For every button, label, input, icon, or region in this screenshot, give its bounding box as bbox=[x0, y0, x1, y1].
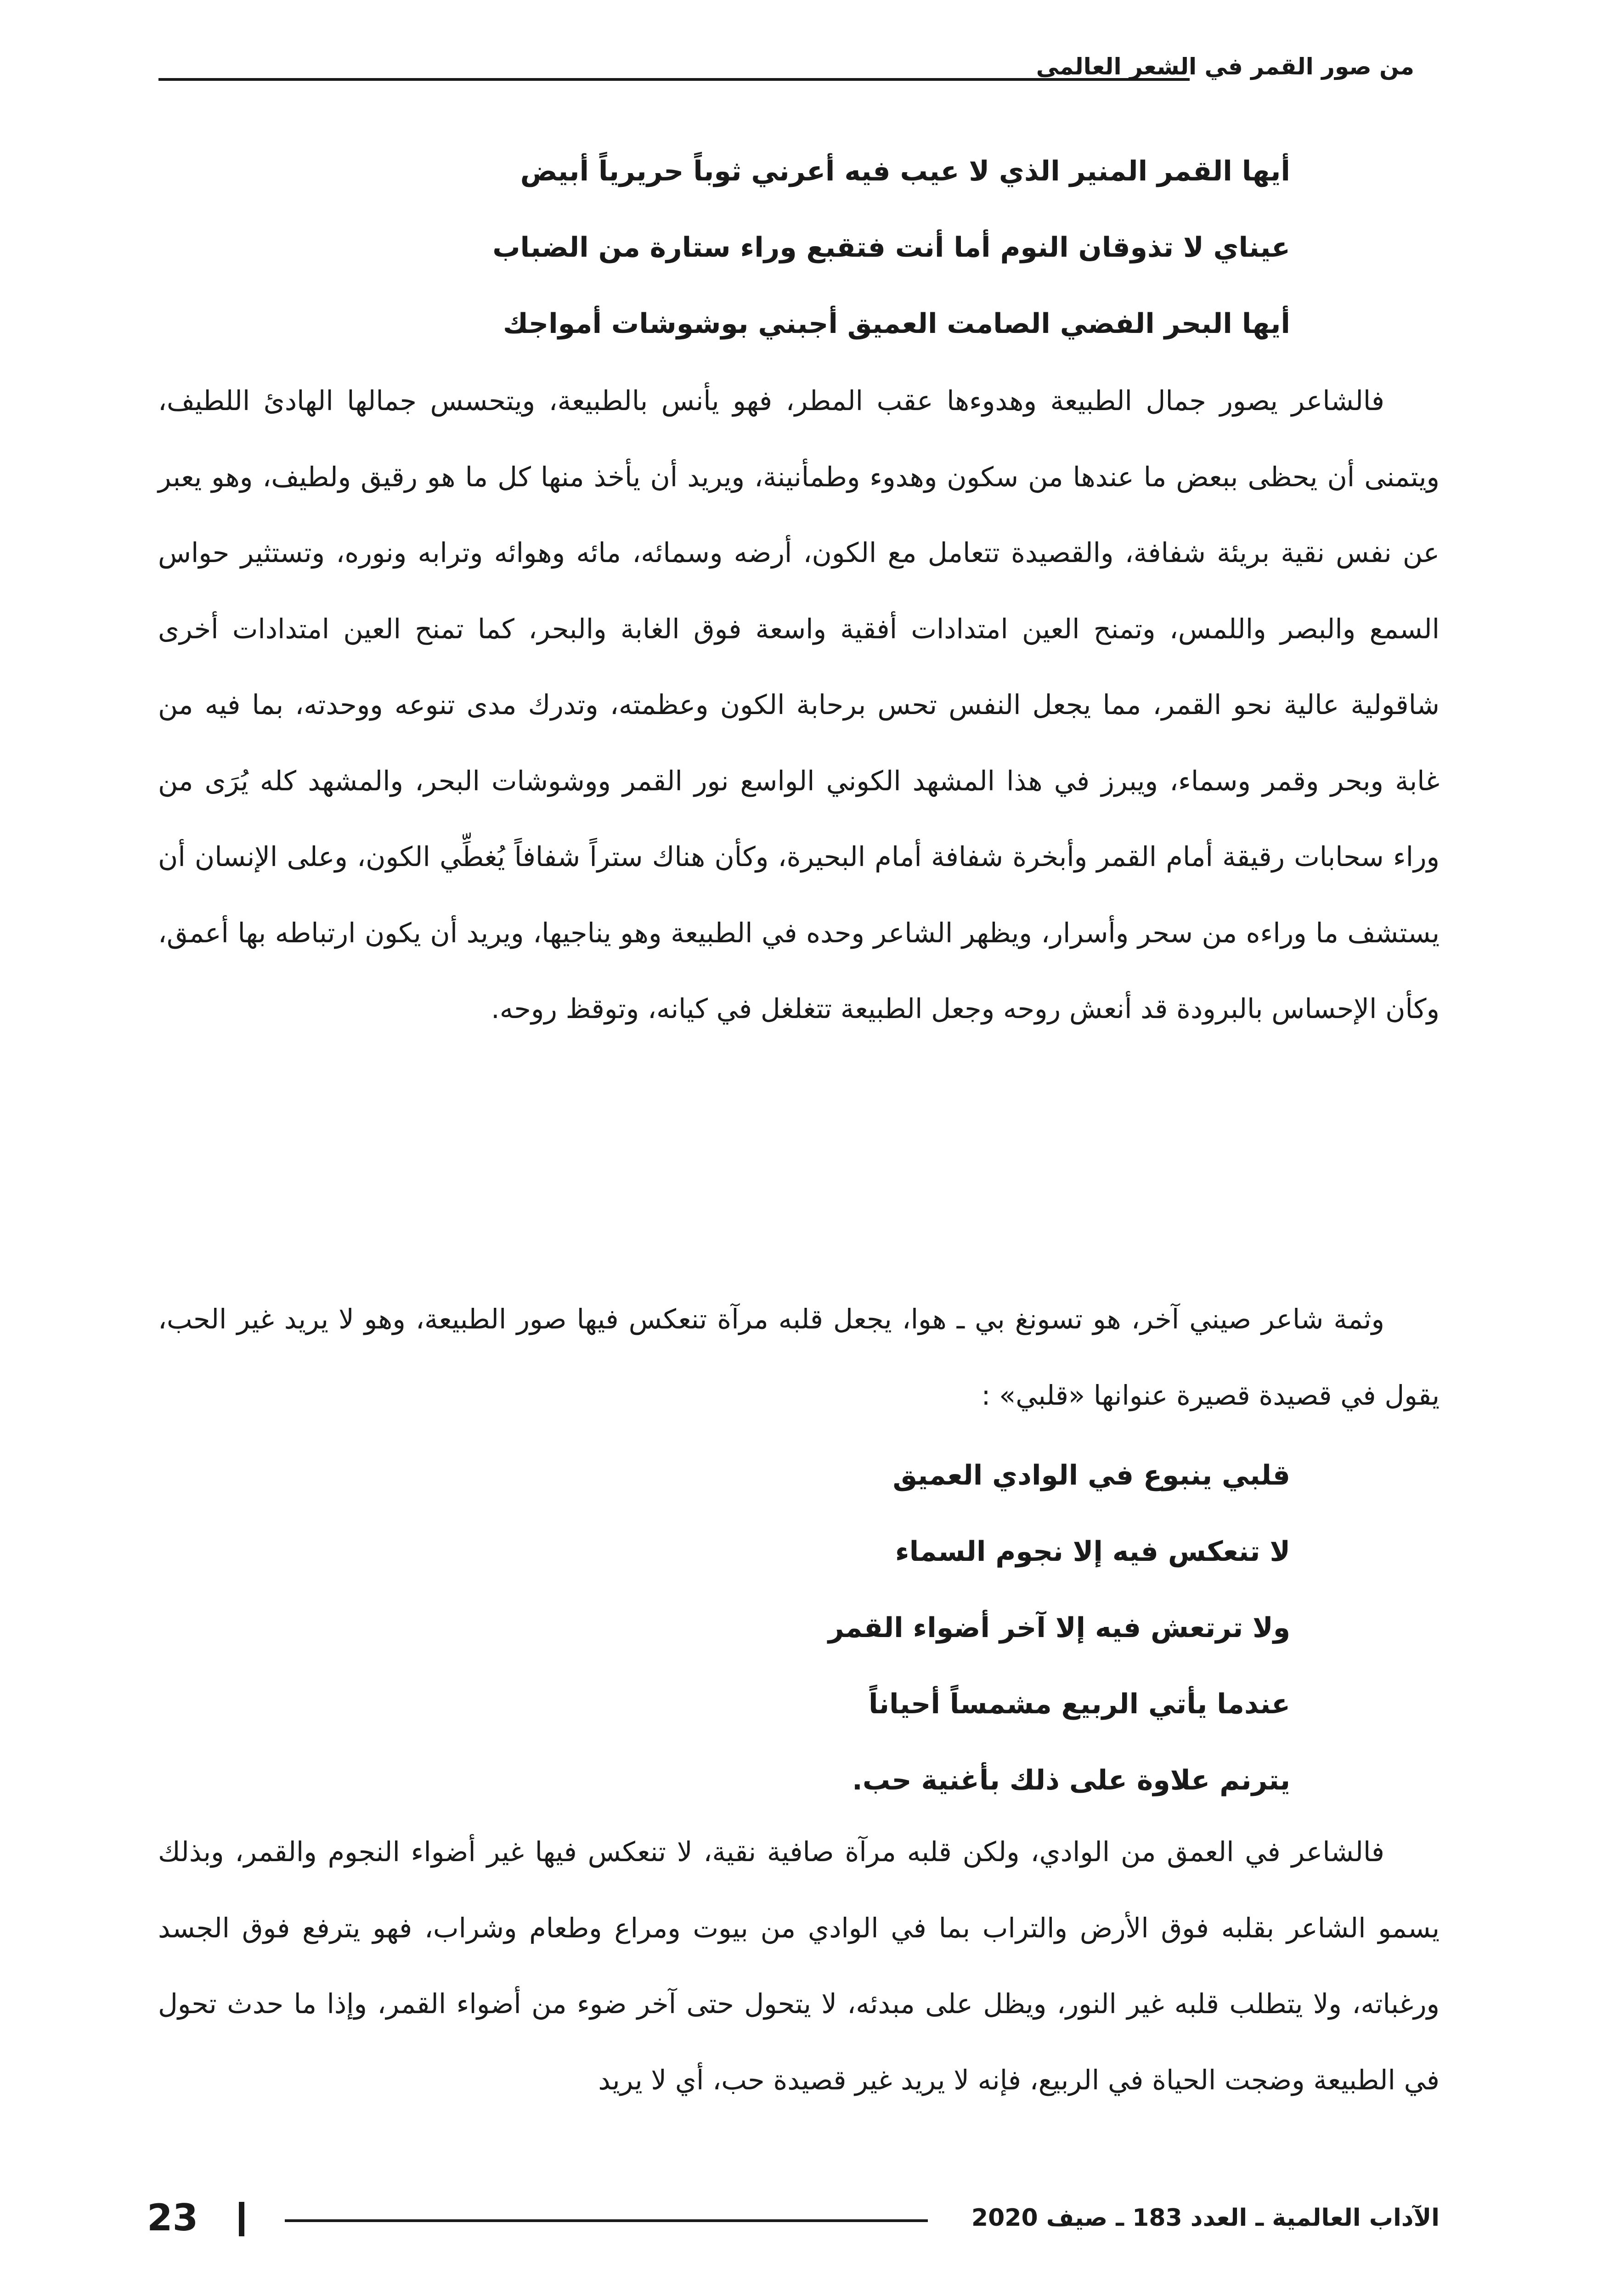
running-header-title: من صور القمر في الشعر العالمي bbox=[1036, 53, 1414, 80]
body-paragraph: وثمة شاعر صيني آخر، هو تسونغ بي ـ هوا، يجعل قلبه مرآة تنعكس فيها صور الطبيعة، وهو لا يريد غير الحب، يقول في قصيدة قصيرة عنوانها «قلبي» : bbox=[158, 1303, 1440, 1411]
verse-line: عيناي لا تذوقان النوم أما أنت فتقبع وراء ستارة من الضباب bbox=[492, 231, 1290, 264]
page-number: 23 bbox=[147, 2196, 198, 2239]
footer-journal-issue: الآداب العالمية ـ العدد 183 ـ صيف 2020 bbox=[971, 2204, 1440, 2232]
verse-block-poem bbox=[280, 1437, 1290, 1818]
verse-block-top bbox=[280, 133, 1290, 362]
verse-line: قلبي ينبوع في الوادي العميق bbox=[892, 1459, 1290, 1491]
verse-line: ولا ترتعش فيه إلا آخر أضواء القمر bbox=[828, 1612, 1290, 1644]
verse-line: عندما يأتي الربيع مشمساً أحياناً bbox=[869, 1688, 1290, 1720]
body-paragraph: فالشاعر في العمق من الوادي، ولكن قلبه مرآة صافية نقية، لا تنعكس فيها غير أضواء النجوم والقمر، وبذلك يسمو الشاعر بقلبه فوق الأرض والتراب بما في الوادي من بيوت ومراع وطعام وشراب، فهو يترفع فوق الجسد ورغباته، ولا يتطلب قلبه غير النور، ويظل على مبدئه، لا يتحول حتى آخر ضوء من أضواء القمر، وإذا ما حدث تحول في الطبيعة وضجت الحياة في الربيع، فإنه لا يريد غير قصيدة حب، أي لا يريد bbox=[158, 1836, 1440, 2096]
footer-rule bbox=[285, 2219, 928, 2222]
verse-line: لا تنعكس فيه إلا نجوم السماء bbox=[895, 1536, 1290, 1568]
verse-line: يترنم علاوة على ذلك بأغنية حب. bbox=[852, 1764, 1290, 1796]
verse-line: أيها البحر الفضي الصامت العميق أجبني بوشوشات أمواجك bbox=[503, 308, 1290, 340]
body-paragraph: فالشاعر يصور جمال الطبيعة وهدوءها عقب المطر، فهو يأنس بالطبيعة، ويتحسس جمالها الهادئ اللطيف، ويتمنى أن يحظى ببعض ما عندها من سكون وهدوء وطمأنينة، ويريد أن يأخذ منها كل ما هو رقيق ولطيف، وهو يعبر عن نفس نقية بريئة شفافة، والقصيدة تتعامل مع الكون، أرضه وسمائه، مائه وهوائه وترابه ونوره، وتستثير حواس السمع والبصر واللمس، وتمنح العين امتدادات أفقية واسعة فوق الغابة والبحر، كما تمنح العين امتدادات أخرى شاقولية عالية نحو القمر، مما يجعل النفس تحس برحابة الكون وعظمته، وتدرك مدى تنوعه ووحدته، بما فيه من غابة وبحر وقمر وسماء، ويبرز في هذا المشهد الكوني الواسع نور القمر ووشوشات البحر، والمشهد كله يُرَى من وراء سحابات رقيقة أمام القمر وأبخرة شفافة أمام البحيرة، وكأن هناك ستراً شفافاً يُغطِّي الكون، وعلى الإنسان أن يستشف ما وراءه من سحر وأسرار، ويظهر الشاعر وحده في الطبيعة وهو يناجيها، ويريد أن يكون ارتباطه بها أعمق، وكأن الإحساس بالبرودة قد أنعش روحه وجعل الطبيعة تتغلغل في كيانه، وتوقظ روحه. bbox=[158, 385, 1440, 1024]
header-rule bbox=[158, 78, 1190, 81]
footer-separator-bar bbox=[239, 2202, 244, 2236]
verse-line: أيها القمر المنير الذي لا عيب فيه أعرني ثوباً حريرياً أبيض bbox=[520, 155, 1290, 187]
